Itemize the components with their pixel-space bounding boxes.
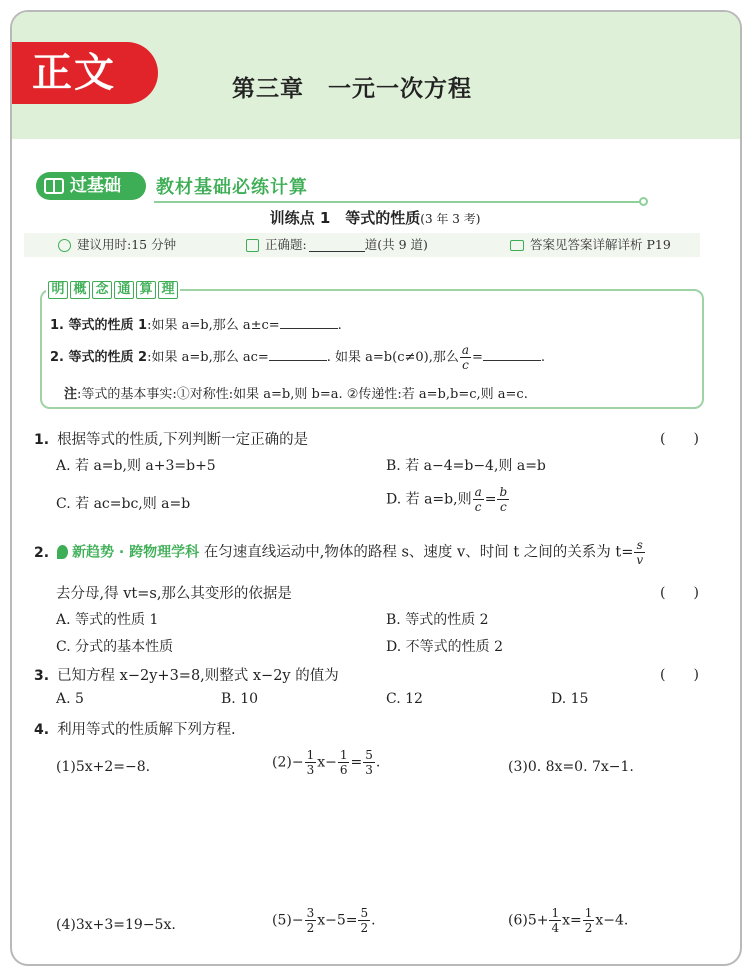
correct-blank[interactable] [309,238,365,252]
divider-end-dot [639,197,648,206]
property-2-blank-a[interactable] [269,347,327,361]
option-d[interactable]: D. 15 [551,691,589,707]
question-number: 1. [34,432,50,448]
question-number: 2. [34,544,50,561]
section-tag: 正文 [10,42,158,104]
leaf-icon [57,545,68,559]
correct-suffix: 道(共 9 道) [364,237,428,252]
chapter-title: 第三章 一元一次方程 [232,76,472,102]
note-text: :等式的基本事实:①对称性:如果 a=b,则 b=a. ②传递性:若 a=b,b=c,则 a=c. [77,387,528,402]
correct-prefix: 正确题: [265,237,307,252]
sub-question-4: (4)3x+3=19−5x. [56,917,176,933]
fraction: $\frac{5}{2}$ [360,906,369,935]
equals: = [484,491,497,508]
trend-label: 新趋势 · 跨物理学科 [72,544,200,561]
sub-question-1: (1)5x+2=−8. [56,759,151,775]
book-icon [44,178,64,194]
concept-char: 通 [114,281,134,299]
option-c[interactable]: C. 分式的基本性质 [56,639,174,655]
property-1-blank[interactable] [280,315,338,329]
training-title-main: 训练点 1 等式的性质 [269,209,421,227]
property-1-text: :如果 a=b,那么 a±c= [147,318,280,333]
fraction: $\frac{b}{c}$ [499,485,508,514]
fraction: $\frac{1}{6}$ [339,748,348,777]
fraction: $\frac{s}{v}$ [636,538,644,567]
property-2-text-a: :如果 a=b,那么 ac= [147,350,269,365]
question-2-cont: 去分母,得 vt=s,那么其变形的依据是 [56,586,292,602]
sub-question-2: (2)− $\frac{1}{3}$ x− $\frac{1}{6}$ = $\frac{5}{3}$ . [272,748,381,777]
option-d[interactable] [386,485,510,514]
fraction: $\frac{1}{3}$ [306,748,315,777]
option-a[interactable]: A. 等式的性质 1 [56,612,159,628]
training-title-sub: (3 年 3 考) [420,212,481,226]
checklist-icon [246,239,259,252]
question-number: 3. [34,668,50,684]
question-4 [34,718,236,739]
fraction: $\frac{3}{2}$ [306,906,315,935]
concept-char: 概 [70,281,90,299]
question-stem: 根据等式的性质,下列判断一定正确的是 [57,432,309,448]
answer-info [510,233,671,257]
section-pill [36,172,146,200]
answer-paren[interactable]: ( ) [660,431,699,447]
option-b[interactable]: B. 等式的性质 2 [386,612,489,628]
time-info [58,233,176,257]
concept-note [64,383,528,402]
option-a[interactable]: A. 5 [56,691,84,707]
book-icon [510,240,524,251]
section-heading [36,172,646,202]
section-pill-label: 过基础 [70,176,121,196]
concept-char: 念 [92,281,112,299]
sub-question-6: (6)5+ $\frac{1}{4}$ x= $\frac{1}{2}$ x−4. [508,906,629,935]
training-title [0,207,750,228]
fraction: $\frac{a}{c}$ [474,485,482,514]
info-bar [24,233,700,257]
option-d[interactable]: D. 不等式的性质 2 [386,639,503,655]
concept-char: 算 [136,281,156,299]
question-1 [34,428,308,449]
question-stem: 已知方程 x−2y+3=8,则整式 x−2y 的值为 [57,668,339,684]
question-stem: 利用等式的性质解下列方程. [57,722,236,738]
answer-paren[interactable]: ( ) [660,585,699,601]
question-number: 4. [34,722,50,738]
correct-info [246,233,428,257]
concept-char: 明 [48,281,68,299]
page-card [10,10,742,966]
fraction: $\frac{1}{2}$ [584,906,593,935]
section-divider [154,201,642,203]
fraction: $\frac{a}{c}$ [461,343,470,372]
property-2-text-b: . 如果 a=b(c≠0),那么 [326,350,459,365]
time-text: 建议用时:15 分钟 [77,237,177,252]
concept-label [46,281,180,299]
question-stem-a: 在匀速直线运动中,物体的路程 s、速度 v、时间 t 之间的关系为 t= [199,544,634,561]
option-d-text: D. 若 a=b,则 [386,491,472,508]
concept-line-1: 1. 等式的性质 1:如果 a=b,那么 a±c= . [50,314,342,333]
property-2-blank-b[interactable] [483,347,541,361]
alarm-clock-icon [58,239,71,252]
answer-text: 答案见答案详解详析 P19 [530,237,671,252]
option-a[interactable]: A. 若 a=b,则 a+3=b+5 [56,458,216,474]
question-2 [34,538,646,567]
property-1-label: 1. 等式的性质 1 [50,318,148,333]
sub-question-3: (3)0. 8x=0. 7x−1. [508,759,634,775]
sub-question-5: (5)− $\frac{3}{2}$ x−5= $\frac{5}{2}$ . [272,906,376,935]
question-3 [34,664,339,685]
concept-line-2: 2. 等式的性质 2:如果 a=b,那么 ac= . 如果 a=b(c≠0),那么 $\frac{a}{c}$ = . [50,343,546,372]
fraction: $\frac{5}{3}$ [365,748,373,777]
option-b[interactable]: B. 10 [221,691,259,707]
note-label: 注 [64,387,78,402]
option-c[interactable]: C. 若 ac=bc,则 a=b [56,496,191,512]
property-2-text-c: = [472,350,483,365]
fraction: $\frac{1}{4}$ [551,906,560,935]
property-2-label: 2. 等式的性质 2 [50,350,148,365]
section-title: 教材基础必练计算 [156,177,308,198]
concept-char: 理 [158,281,178,299]
answer-paren[interactable]: ( ) [660,667,699,683]
option-b[interactable]: B. 若 a−4=b−4,则 a=b [386,458,546,474]
option-c[interactable]: C. 12 [386,691,423,707]
